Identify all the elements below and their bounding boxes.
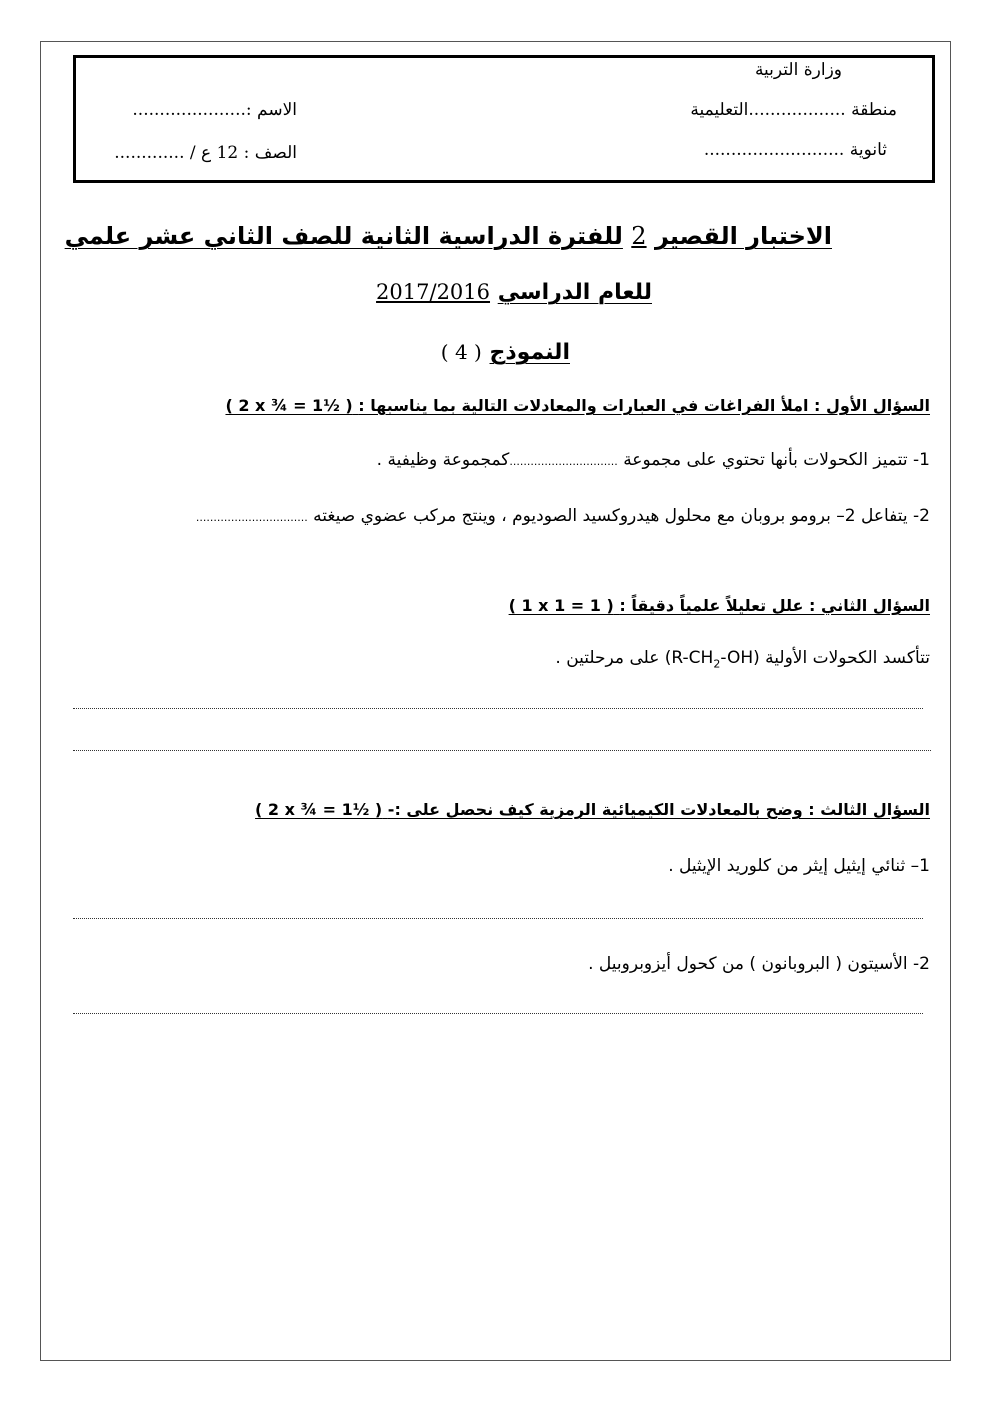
q3-heading (255, 800, 930, 819)
region-label: منطقة (851, 100, 897, 120)
school-dots[interactable]: .......................... (703, 140, 845, 160)
class-label: الصف : 12 ع / (189, 143, 297, 163)
class-field (114, 143, 297, 163)
name-field (132, 100, 297, 120)
q1-item-2-blank[interactable]: ................................ (195, 511, 308, 524)
q2-heading-text: السؤال الثاني : علل تعليلاً علمياً دقيقاً : (619, 596, 930, 615)
academic-year (376, 280, 652, 305)
q1-item-1 (377, 450, 930, 470)
q2-formula (664, 648, 760, 671)
formula-part-b: -OH) (720, 648, 760, 668)
region-field (690, 100, 897, 120)
page-title (65, 222, 832, 250)
q1-item-2 (196, 506, 930, 526)
title-part-b: للفترة الدراسية الثانية للصف الثاني عشر علمي (64, 222, 623, 250)
title-number: 2 (631, 222, 647, 250)
q3-answer-line-2[interactable] (73, 1013, 923, 1014)
year-value: 2017/2016 (376, 280, 491, 304)
school-field (704, 140, 887, 160)
q2-statement (555, 648, 930, 670)
q3-heading-text: السؤال الثالث : وضح بالمعادلات الكيميائية الرمزية كيف نحصل على :- (387, 800, 930, 819)
formula-subscript: 2 (713, 657, 721, 671)
q3-item-2: 2- الأسيتون ( البروبانون ) من كحول أيزوبروبيل . (588, 954, 930, 974)
title-part-a: الاختبار القصير (654, 222, 832, 250)
region-dots[interactable]: .................. (748, 100, 846, 120)
q1-marks: ( 2 x ¾ = 1½ ) (225, 396, 353, 415)
q2-heading (509, 596, 930, 615)
q2-statement-text-a: تتأكسد الكحولات الأولية (765, 648, 930, 668)
school-label: ثانوية (849, 140, 887, 160)
q1-item-1-text-a: 1- تتميز الكحولات بأنها تحتوي على مجموعة (623, 450, 930, 470)
q2-marks: ( 1 x 1 = 1 ) (508, 596, 614, 615)
q3-item-1: 1– ثنائي إيثيل إيثر من كلوريد الإيثيل . (668, 856, 930, 876)
name-dots[interactable]: ..................... (132, 100, 246, 120)
model-number (441, 340, 570, 365)
q2-answer-line-1[interactable] (73, 708, 923, 709)
formula-part-a: (R-CH (664, 648, 714, 668)
q2-statement-text-b: على مرحلتين . (555, 648, 660, 668)
name-label: الاسم : (245, 100, 297, 120)
ministry-label: وزارة التربية (754, 60, 842, 80)
q1-item-1-text-b: كمجموعة وظيفية . (376, 450, 510, 470)
q3-marks: ( 2 x ¾ = 1½ ) (255, 800, 383, 819)
model-value: ( 4 ) (440, 340, 482, 364)
q3-answer-line-1[interactable] (73, 918, 923, 919)
q1-heading-text: السؤال الأول : املأ الفراغات في العبارات والمعادلات التالية بما يناسبها : (358, 396, 930, 415)
class-dots[interactable]: ............. (114, 143, 185, 163)
q1-heading (225, 396, 930, 415)
region-suffix: التعليمية (690, 100, 749, 120)
year-label: للعام الدراسي (497, 280, 652, 305)
q1-item-2-text: 2- يتفاعل 2– برومو بروبان مع محلول هيدروكسيد الصوديوم ، وينتج مركب عضوي صيغته (313, 506, 930, 526)
q2-answer-line-2[interactable] (73, 750, 931, 751)
model-label: النموذج (489, 340, 570, 365)
q1-item-1-blank[interactable]: ............................... (509, 455, 618, 468)
